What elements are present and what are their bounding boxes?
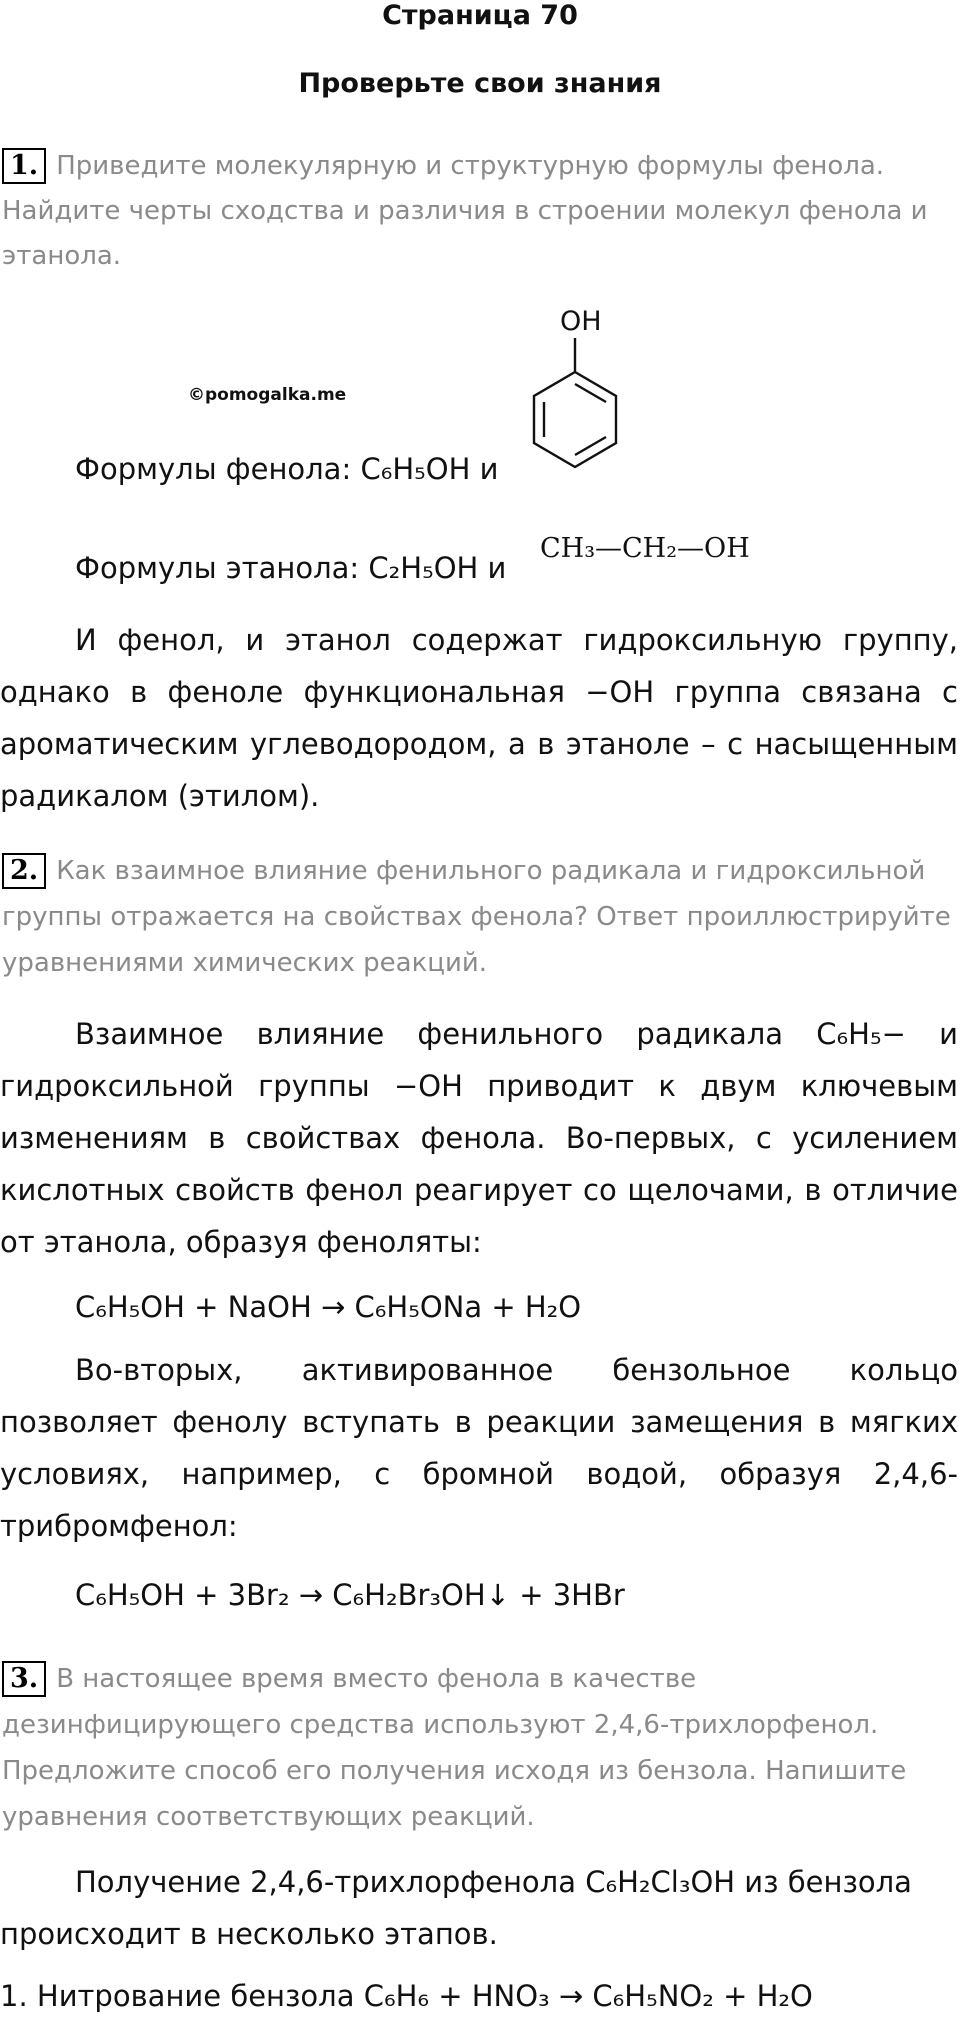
- answer-1-line-3: ароматическим углеводородом, а в этаноле – с насыщенным: [0, 727, 958, 761]
- question-3-line-4: уравнения соответствующих реакций.: [2, 1802, 535, 1832]
- question-3-line-2: дезинфицирующего средства используют 2,4,6-трихлорфенол.: [2, 1710, 879, 1740]
- answer-1-line-1: И фенол, и этанол содержат гидроксильную группу,: [75, 623, 958, 657]
- answer-3-line-2: происходит в несколько этапов.: [0, 1917, 498, 1951]
- answer-2-line-5: от этанола, образуя феноляты:: [0, 1225, 482, 1259]
- answer-2b-line-1: Во-вторых, активированное бензольное кольцо: [75, 1353, 958, 1387]
- answer-2b-line-4: трибромфенол:: [0, 1509, 238, 1543]
- question-3-line-3: Предложите способ его получения исходя из бензола. Напишите: [2, 1756, 907, 1786]
- equation-2: C₆H₅OH + 3Br₂ → C₆H₂Br₃OH↓ + 3HBr: [75, 1578, 625, 1612]
- question-2-line-1: [2, 848, 925, 894]
- question-1-line-2: Найдите черты сходства и различия в строении молекул фенола и: [2, 196, 928, 226]
- phenol-oh-label: OH: [560, 306, 602, 337]
- answer-2b-line-2: позволяет фенолу вступать в реакции замещения в мягких: [0, 1405, 958, 1439]
- question-3-line-1: [2, 1656, 696, 1702]
- answer-2-line-2: гидроксильной группы −OH приводит к двум ключевым: [0, 1069, 958, 1103]
- question-1-line-3: этанола.: [2, 241, 122, 271]
- section-title: Проверьте свои знания: [298, 68, 662, 99]
- question-1-line-1: [2, 143, 884, 189]
- question-1-number: 1.: [2, 148, 46, 184]
- answer-2b-line-3: условиях, например, с бромной водой, образуя 2,4,6-: [0, 1457, 958, 1491]
- answer-3-line-1: Получение 2,4,6-трихлорфенола C₆H₂Cl₃OH из бензола: [75, 1865, 912, 1899]
- step-1-nitration: 1. Нитрование бензола C₆H₆ + HNO₃ → C₆H₅NO₂ + H₂O: [0, 1979, 813, 2013]
- question-2-line-2: группы отражается на свойствах фенола? Ответ проиллюстрируйте: [2, 902, 951, 932]
- question-1-text-1: Приведите молекулярную и структурную формулы фенола.: [56, 151, 885, 181]
- question-2-line-3: уравнениями химических реакций.: [2, 948, 488, 978]
- ethanol-formula: Формулы этанола: C₂H₅OH и: [75, 551, 507, 585]
- page-title: Страница 70: [382, 0, 578, 31]
- question-3-text-1: В настоящее время вместо фенола в качестве: [56, 1664, 697, 1694]
- answer-2-line-3: изменениям в свойствах фенола. Во-первых, с усилением: [0, 1121, 958, 1155]
- answer-1-line-2: однако в феноле функциональная −OH группа связана с: [0, 675, 958, 709]
- answer-2-line-4: кислотных свойств фенол реагирует со щелочами, в отличие: [0, 1173, 958, 1207]
- ethanol-structure: CH₃—CH₂—OH: [540, 533, 750, 564]
- question-3-number: 3.: [2, 1661, 46, 1697]
- question-2-number: 2.: [2, 853, 46, 889]
- watermark: ©pomogalka.me: [188, 385, 347, 405]
- answer-1-line-4: радикалом (этилом).: [0, 779, 320, 813]
- equation-1: C₆H₅OH + NaOH → C₆H₅ONa + H₂O: [75, 1290, 582, 1324]
- answer-2-line-1: Взаимное влияние фенильного радикала C₆H₅− и: [75, 1017, 958, 1051]
- phenol-structure: [520, 330, 630, 480]
- phenol-formula: Формулы фенола: C₆H₅OH и: [75, 452, 499, 486]
- question-2-text-1: Как взаимное влияние фенильного радикала и гидроксильной: [56, 856, 926, 886]
